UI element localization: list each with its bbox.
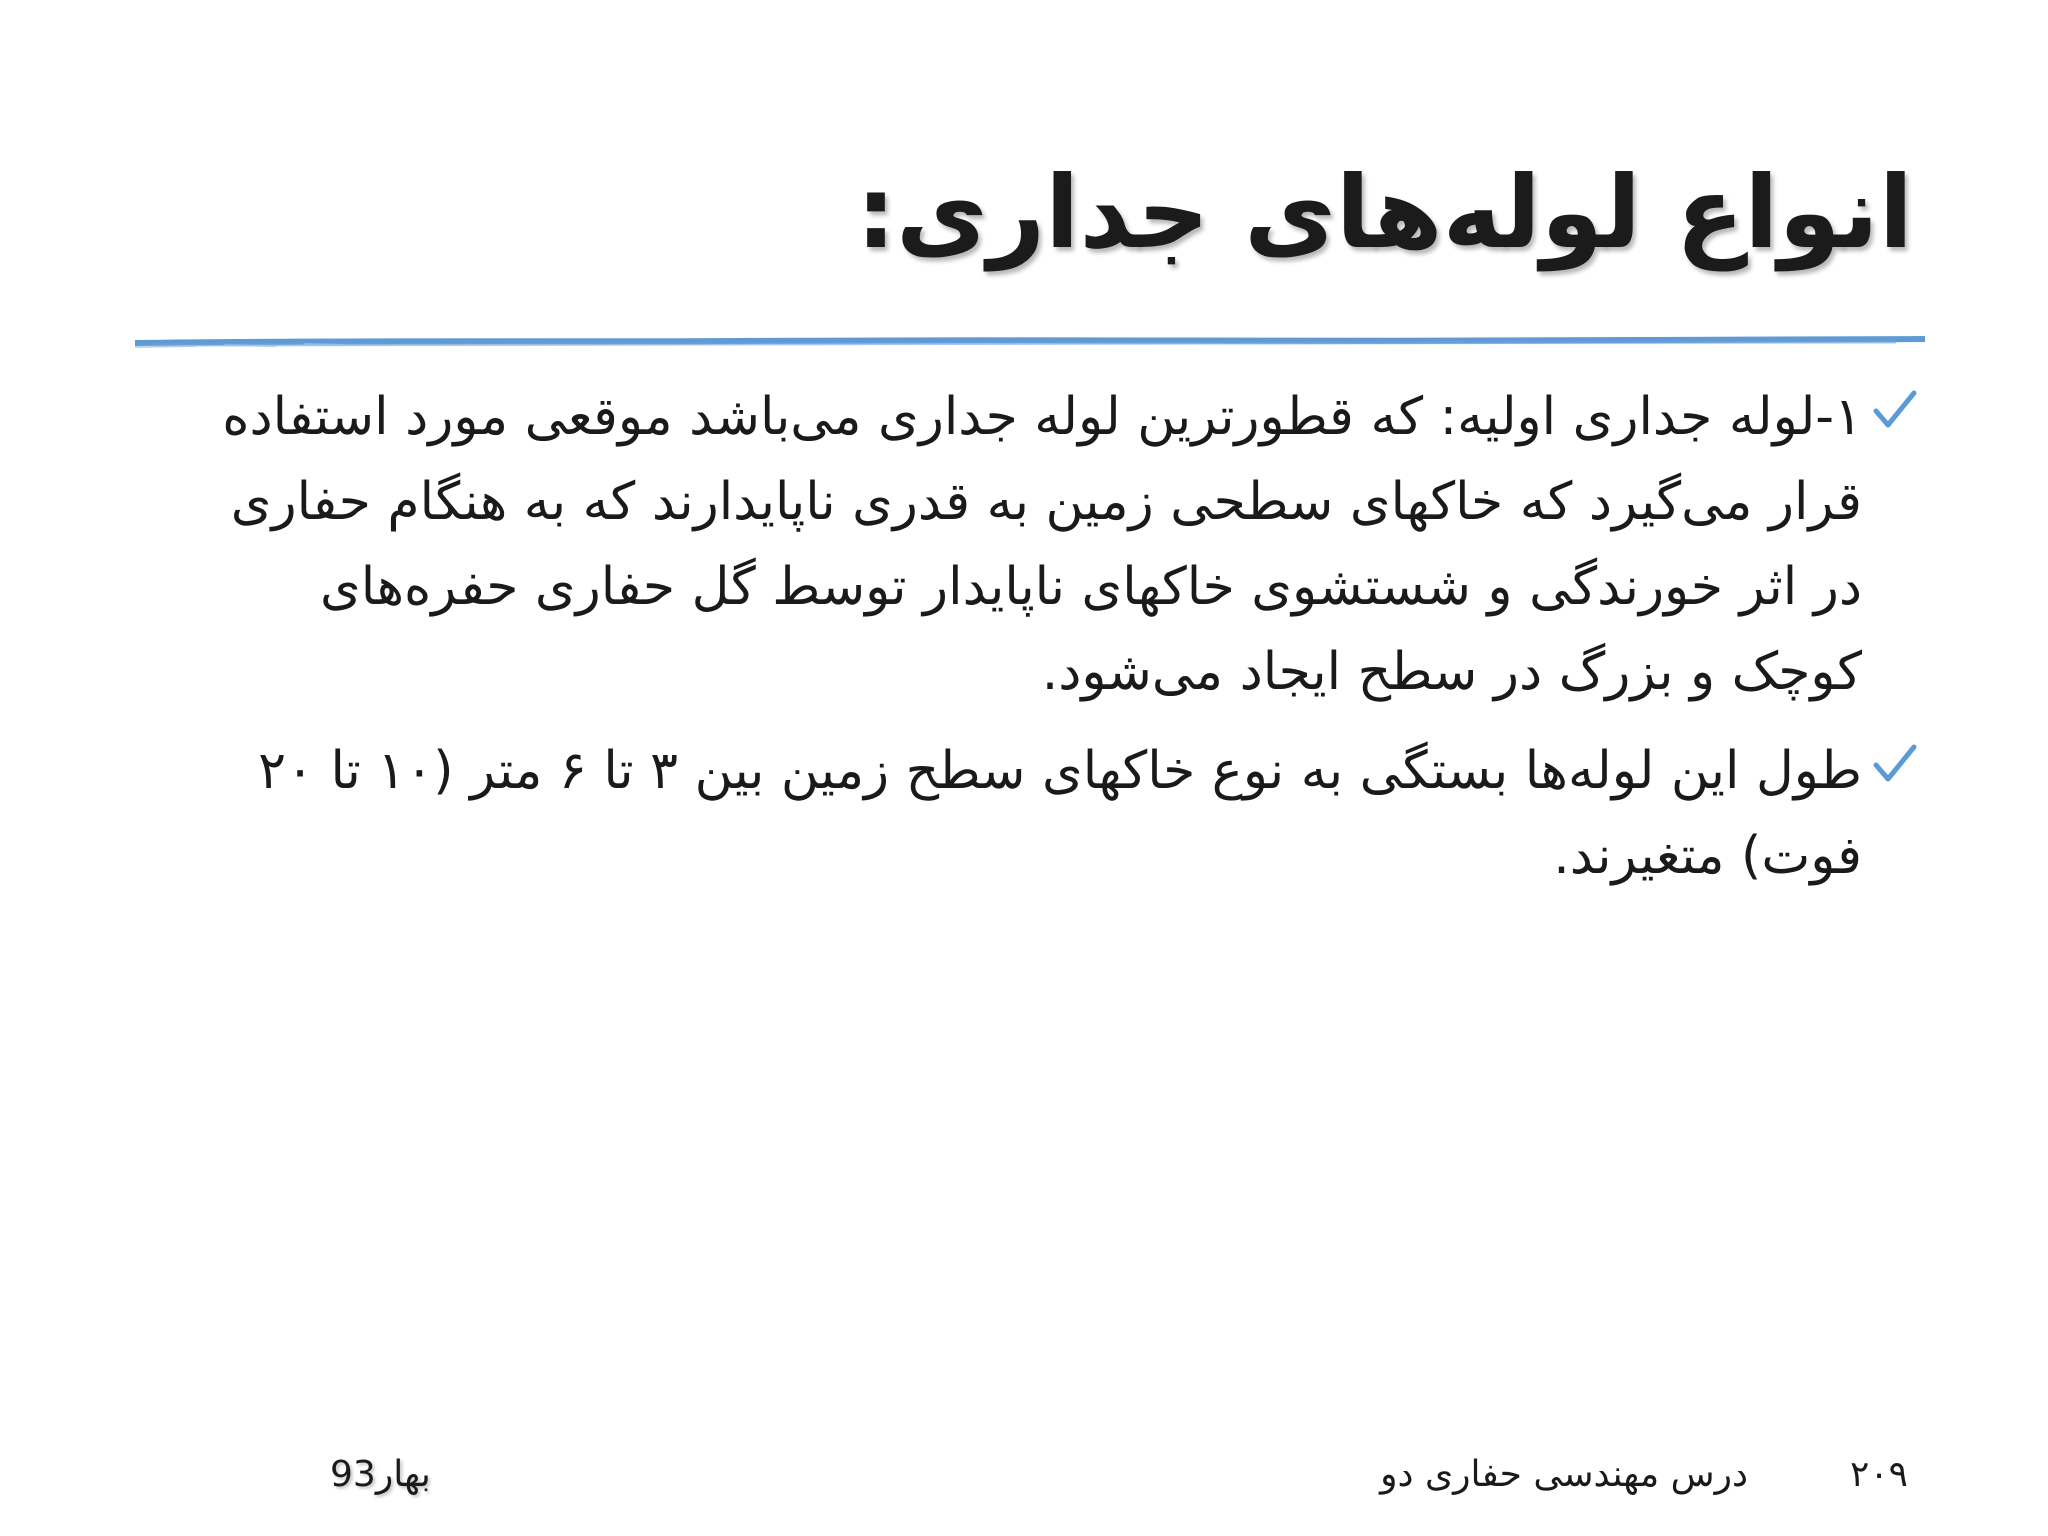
course-name: درس مهندسی حفاری دو	[1380, 1454, 1748, 1495]
bullet-item-primary-casing	[178, 375, 1918, 715]
checkmark-icon	[1870, 387, 1918, 435]
semester-label: بهار93	[330, 1454, 431, 1495]
title-divider	[135, 330, 1925, 352]
bullet-item-casing-length	[178, 729, 1918, 899]
slide-title: انواع لوله‌های جداری:	[855, 154, 1913, 271]
checkmark-icon	[1870, 741, 1918, 789]
bullet-text: طول این لوله‌ها بستگی به نوع خاکهای سطح زمین بین ۳ تا ۶ متر (۱۰ تا ۲۰ فوت) متغیرند.	[258, 741, 1862, 886]
bullet-text: ۱-لوله جداری اولیه: که قطورترین لوله جداری می‌باشد موقعی مورد استفاده قرار می‌گیرد که خاکهای سطحی زمین به قدری ناپایدارند که به هنگام حفاری در اثر خورندگی و شستشوی خاکهای ناپایدار توسط گل حفاری حفره‌های کوچک و بزرگ در سطح ایجاد می‌شود.	[222, 387, 1862, 702]
page-number: ۲۰۹	[1849, 1454, 1908, 1495]
bullet-list	[178, 375, 1918, 913]
